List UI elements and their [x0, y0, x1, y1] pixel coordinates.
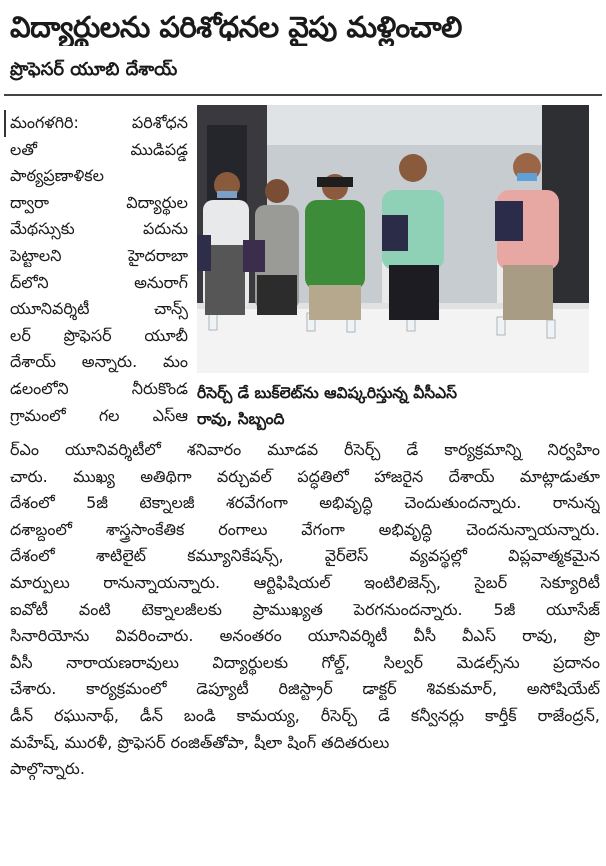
text-line: డలంలోని నీరుకొండ: [10, 378, 188, 398]
text-line: దశాబ్దంలో శాస్త్రసాంకేతిక రంగాలు వేగంగా అభివృద్ధి చెందనున్నాయన్నారు.: [10, 519, 600, 539]
text-line: మహేష్, మురళీ, ప్రొఫెసర్ రంజిత్‌తోపా, షీలా షింగ్ తదితరులు: [10, 732, 390, 752]
text-line: ర్ఎం యూనివర్శిటీలో శనివారం మూడవ రీసెర్చ్ డే కార్యక్రమాన్ని నిర్వహిం: [10, 440, 600, 459]
text-line: డీన్ రఘునాథ్, డీన్ బండి కామయ్య, రీసెర్చ్ డే కన్వీనర్లు కార్తీక్ రాజేంద్రన్,: [10, 705, 600, 725]
text-line: దేశంలో 5జీ టెక్నాలజీ శరవేగంగా అభివృద్ధి చెందుతుందన్నారు. రానున్న: [10, 493, 600, 513]
text-line: లర్ ప్రొఫెసర్ యూబీ: [10, 325, 188, 345]
text-line: మేథస్సుకు పదును: [10, 219, 188, 239]
caption-line: రావు, సిబ్బంది: [197, 410, 285, 428]
text-line: ఐవోటీ వంటి టెక్నాలజీలకు ప్రాముఖ్యత పెరగనుందన్నారు. 5జీ యూసేజ్: [10, 599, 600, 619]
text-line: పాల్గొన్నారు.: [10, 759, 85, 779]
text-line: పాఠ్యప్రణాళికల: [10, 166, 105, 186]
headline: విద్యార్థులను పరిశోధనల వైపు మళ్లించాలి: [10, 10, 462, 44]
text-line: సినారియోను వివరించారు. అనంతరం యూనివర్శిటీ వీసీ వీఎస్ రావు, ప్రొ: [10, 626, 600, 646]
text-line: ద్‌లోని అనురాగ్: [10, 272, 188, 292]
text-line: మంగళగిరి: పరిశోధన: [4, 110, 188, 137]
text-line: చారు. ముఖ్య అతిథిగా వర్చువల్ పద్ధతిలో హాజరైన దేశాయ్ మాట్లాడుతూ: [10, 466, 600, 486]
text-line: ద్వారా విద్యార్థుల: [10, 192, 188, 212]
text-line: యూనివర్శిటీ చాన్స్: [10, 299, 188, 319]
text-line: దేశంలో శాటిలైట్ కమ్యూనికేషన్స్, వైర్‌లెస్ వ్యవస్థల్లో విప్లవాత్మకమైన: [10, 546, 600, 566]
left-column-text: [10, 110, 188, 429]
text-line: చేశారు. కార్యక్రమంలో డెప్యూటీ రిజిస్ట్రార్ డాక్టర్ శివకుమార్, అసోషియేట్: [10, 679, 600, 699]
text-line: మార్పులు రానున్నాయన్నారు. ఆర్టిఫిషియల్ ఇంటిలిజెన్స్, సైబర్ సెక్యూరిటీ: [10, 572, 600, 592]
divider: [4, 94, 602, 96]
text-line: దేశాయ్ అన్నారు. మం: [10, 352, 188, 372]
text-line: పెట్టాలని హైదరాబా: [10, 245, 188, 265]
text-line: లతో ముడిపడ్డ: [10, 139, 188, 159]
byline: ప్రొఫెసర్ యూబి దేశాయ్: [10, 59, 178, 80]
caption-line: రీసెర్చ్ డే బుక్‌లెట్‌ను ఆవిష్కరిస్తున్న వీసీఎస్: [197, 384, 457, 402]
text-line: గ్రామంలో గల ఎస్ఆ: [10, 405, 188, 425]
photo-caption: [197, 380, 595, 432]
text-line: వీసీ నారాయణరావులు విద్యార్థులకు గోల్డ్, సిల్వర్ మెడల్స్‌ను ప్రదానం: [10, 652, 600, 672]
article-body: [10, 437, 600, 783]
event-photo: [197, 105, 589, 373]
